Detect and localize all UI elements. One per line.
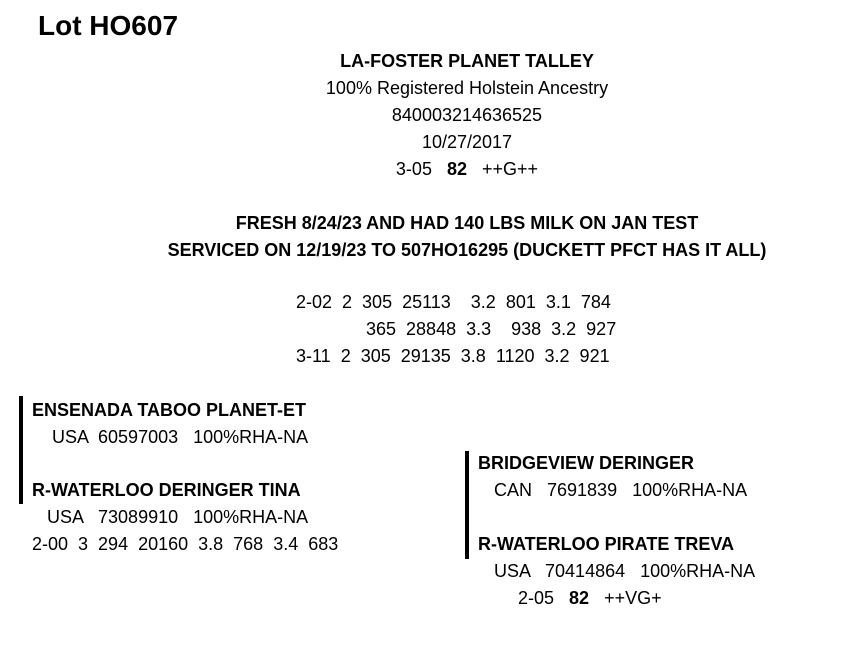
dam-bracket-line [19, 452, 23, 504]
maternal-granddam-detail: USA 70414864 100%RHA-NA [494, 561, 756, 581]
sire-detail: USA 60597003 100%RHA-NA [52, 427, 309, 447]
maternal-grandsire-name: BRIDGEVIEW DERINGER [478, 453, 695, 473]
dam-detail: USA 73089910 100%RHA-NA [47, 507, 309, 527]
sire-bracket-line [19, 396, 23, 452]
lot-number: Lot HO607 [38, 10, 179, 41]
production-record-1: 2-02 2 305 25113 3.2 801 3.1 784 [296, 292, 611, 312]
animal-ancestry: 100% Registered Holstein Ancestry [325, 78, 609, 98]
animal-id: 840003214636525 [391, 105, 543, 125]
classification-score: 82 [446, 159, 467, 179]
sire-name: ENSENADA TABOO PLANET-ET [32, 400, 307, 420]
fresh-note: FRESH 8/24/23 AND HAD 140 LBS MILK ON JAN TEST [235, 213, 699, 233]
animal-classification [0, 156, 842, 183]
mgd-bracket-line [465, 505, 469, 559]
service-note: SERVICED ON 12/19/23 TO 507HO16295 (DUCKETT PFCT HAS IT ALL) [167, 240, 767, 260]
animal-header [0, 48, 842, 183]
mgd-class-age: 2-05 [518, 588, 555, 608]
notes-block [0, 210, 842, 264]
maternal-granddam-classification [518, 588, 662, 609]
maternal-granddam-name: R-WATERLOO PIRATE TREVA [478, 534, 734, 554]
classification-grade: ++G++ [482, 159, 539, 179]
maternal-grandsire-detail: CAN 7691839 100%RHA-NA [494, 480, 748, 500]
animal-birthdate: 10/27/2017 [421, 132, 513, 152]
dam-name: R-WATERLOO DERINGER TINA [32, 480, 301, 500]
mgd-score: 82 [569, 588, 590, 608]
animal-name: LA-FOSTER PLANET TALLEY [340, 51, 594, 71]
mgs-bracket-line [465, 451, 469, 507]
dam-record: 2-00 3 294 20160 3.8 768 3.4 683 [32, 534, 339, 554]
class-age: 3-05 [395, 159, 432, 179]
production-record-3: 3-11 2 305 29135 3.8 1120 3.2 921 [296, 346, 610, 366]
mgd-grade: ++VG+ [604, 588, 662, 608]
production-record-2: 365 28848 3.3 938 3.2 927 [366, 319, 617, 339]
